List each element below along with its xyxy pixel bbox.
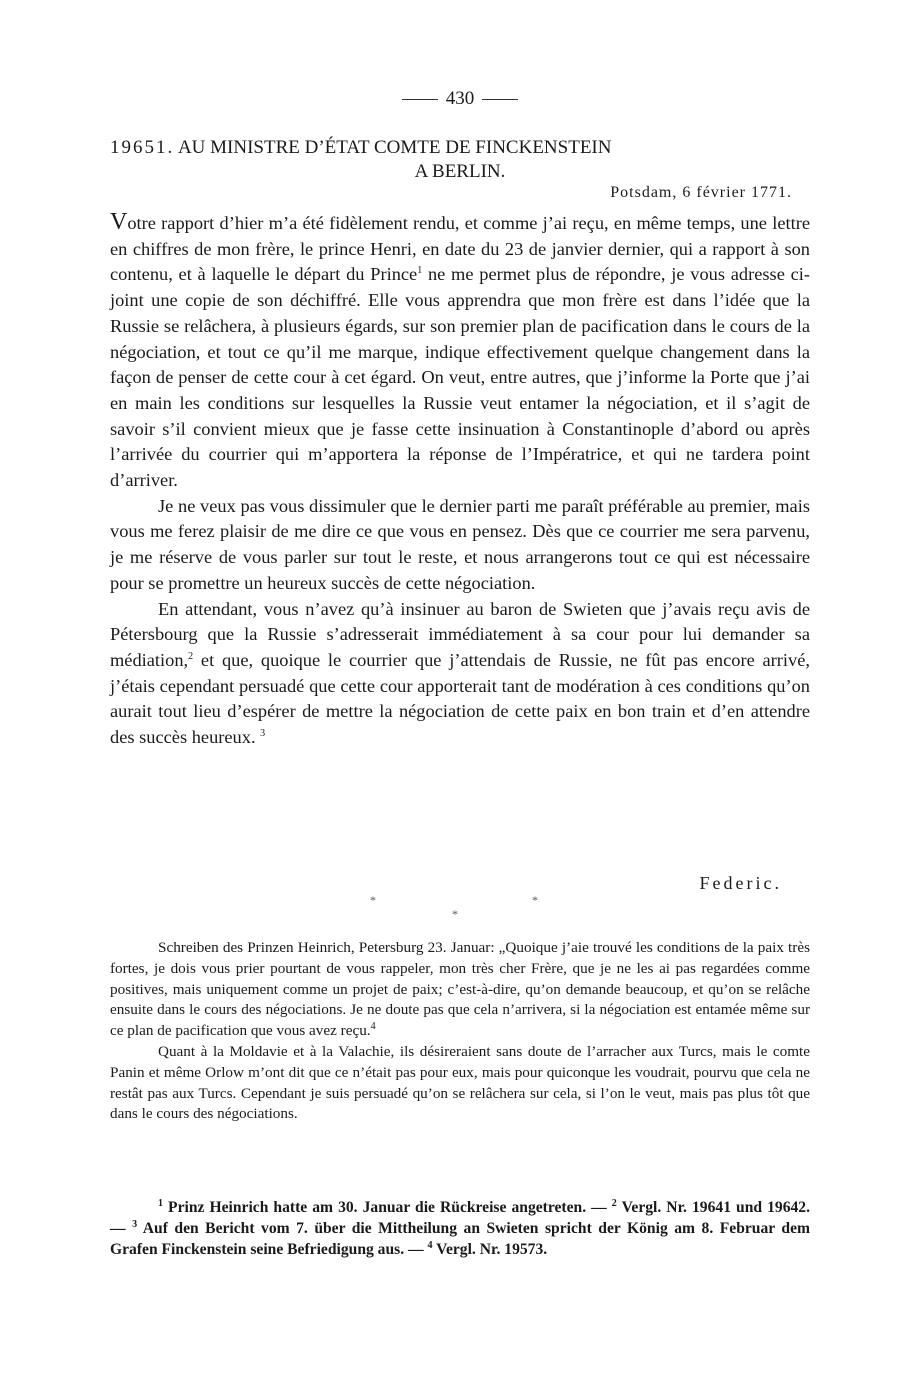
footnote-1: Prinz Heinrich hatte am 30. Januar die Rückreise angetreten. — [163, 1199, 612, 1216]
paragraph-1-text-a: otre rapport d’hier m’a été fidèlement rendu, et comme j’ai reçu, en même temps, une lettre en chiffres de mon frère, le prince Henri, en date du 23 de janvier dernier, qui a rapport à son contenu, et à laquelle le départ du Prince [110, 213, 810, 285]
footnote-3: Auf den Bericht vom 7. über die Mittheilung an Swieten spricht der König am 8. Februar dem Grafen Finckenstein seine Befriedigung aus. — [110, 1220, 810, 1258]
footnote-ref-4[interactable]: 4 [370, 1021, 376, 1033]
footnote-mark-2: 2 [611, 1197, 617, 1209]
footnote-block [110, 1197, 810, 1260]
separator-star-3: * [532, 893, 538, 907]
annex-paragraph-1 [110, 938, 810, 1042]
letter-number: 19651. [110, 137, 175, 158]
annex-paragraph-1-text: Schreiben des Prinzen Heinrich, Petersburg 23. Januar: „Quoique j’aie trouvé les conditions de la paix très fortes, je dois vous prier pourtant de vous rappeler, mon très cher Frère, que je ne les ai pas regardées comme positives, mais uniquement comme un projet de paix; c’est-à-dire, qu’on demande beaucoup, et qu’on se relâche ensuite dans le cours des négociations. Je ne doute pas que cela n’arrivera, si la négociation est entamée même sur ce plan de pacification que vous avez reçu. [110, 939, 810, 1040]
letter-paragraph-3 [110, 597, 810, 751]
footnote-mark-1: 1 [158, 1197, 163, 1209]
paragraph-1-text-b: ne me permet plus de répondre, je vous adresse ci-joint une copie de son déchiffré. Elle vous apprendra que mon frère est dans l’idée que la Russie se relâchera, à plusieurs égards, sur son premier plan de pacification dans le cours de la négociation, et tout ce qu’il me marque, indique effectivement quelque changement dans la façon de penser de cette cour à cet égard. On veut, entre autres, que j’informe la Porte que j’ai en main les conditions sur lesquelles la Russie veut entamer la négociation, et il s’agit de savoir s’il convient mieux que je fasse cette insinuation à Constantinople d’abord ou après l’arrivée du courrier qui m’apportera la réponse de l’Impératrice, et qui ne tardera point d’arriver. [110, 264, 810, 491]
drop-cap: V [110, 209, 128, 235]
page-number-dash-right [482, 99, 518, 100]
annex-text [110, 938, 810, 1125]
footnote-4: Vergl. Nr. 19573. [432, 1241, 548, 1258]
footnote-ref-1[interactable]: 1 [417, 265, 423, 277]
separator-star-2: * [452, 907, 458, 921]
heading-line-2: A BERLIN. [414, 161, 506, 182]
page-number: 430 [445, 88, 475, 109]
footnotes [110, 1197, 810, 1260]
footnote-mark-4: 4 [427, 1239, 433, 1251]
footnote-2: Vergl. Nr. 19641 und 19642. — [110, 1199, 810, 1237]
page-number-line [110, 88, 810, 110]
paragraph-3-text-b: et que, quoique le courrier que j’attendais de Russie, ne fût pas encore arrivé, j’étais cependant persuadé que cette cour apporterait tant de modération à ces conditions qu’on aurait tout lieu d’espérer de mettre la négociation de cette paix en bon train et d’en attendre des succès heureux. [110, 649, 810, 748]
dateline: Potsdam, 6 février 1771. [610, 184, 792, 201]
footnote-ref-2[interactable]: 2 [188, 650, 194, 662]
paragraph-3-text-a: En attendant, vous n’avez qu’à insinuer au baron de Swieten que j’avais reçu avis de Pétersbourg que la Russie s’adresserait immédiatement à sa cour pour lui demander sa médiation, [110, 598, 810, 670]
letter-body [110, 210, 810, 751]
separator-star-1: * [370, 893, 376, 907]
heading-line-1 [110, 136, 810, 160]
heading-addressee: AU MINISTRE D’ÉTAT COMTE DE FINCKENSTEIN [177, 137, 612, 158]
letter-heading [110, 136, 810, 184]
annex-paragraph-2: Quant à la Moldavie et à la Valachie, ils désireraient sans doute de l’arracher aux Turcs, mais le comte Panin et même Orlow m’ont dit que ce n’était pas pour eux, mais pour quiconque les voudrait, pourvu que cela ne restât pas aux Turcs. Cependant je suis persuadé qu’on se relâchera sur cela, si l’on le veut, mais pas plus tôt que dans le cours des négociations. [110, 1042, 810, 1123]
section-separator [110, 893, 810, 923]
letter-paragraph-2: Je ne veux pas vous dissimuler que le dernier parti me paraît préférable au premier, mais vous me ferez plaisir de me dire ce que vous en pensez. Dès que ce courrier me sera parvenu, je me réserve de vous parler sur tout le reste, et nous arrangerons tout ce qui est nécessaire pour se promettre un heureux succès de cette négociation. [110, 495, 810, 593]
footnote-ref-3[interactable]: 3 [260, 727, 266, 739]
footnote-mark-3: 3 [132, 1218, 138, 1230]
signature: Federic. [699, 873, 782, 893]
letter-paragraph-1 [110, 210, 810, 494]
page-number-dash-left [402, 99, 438, 100]
